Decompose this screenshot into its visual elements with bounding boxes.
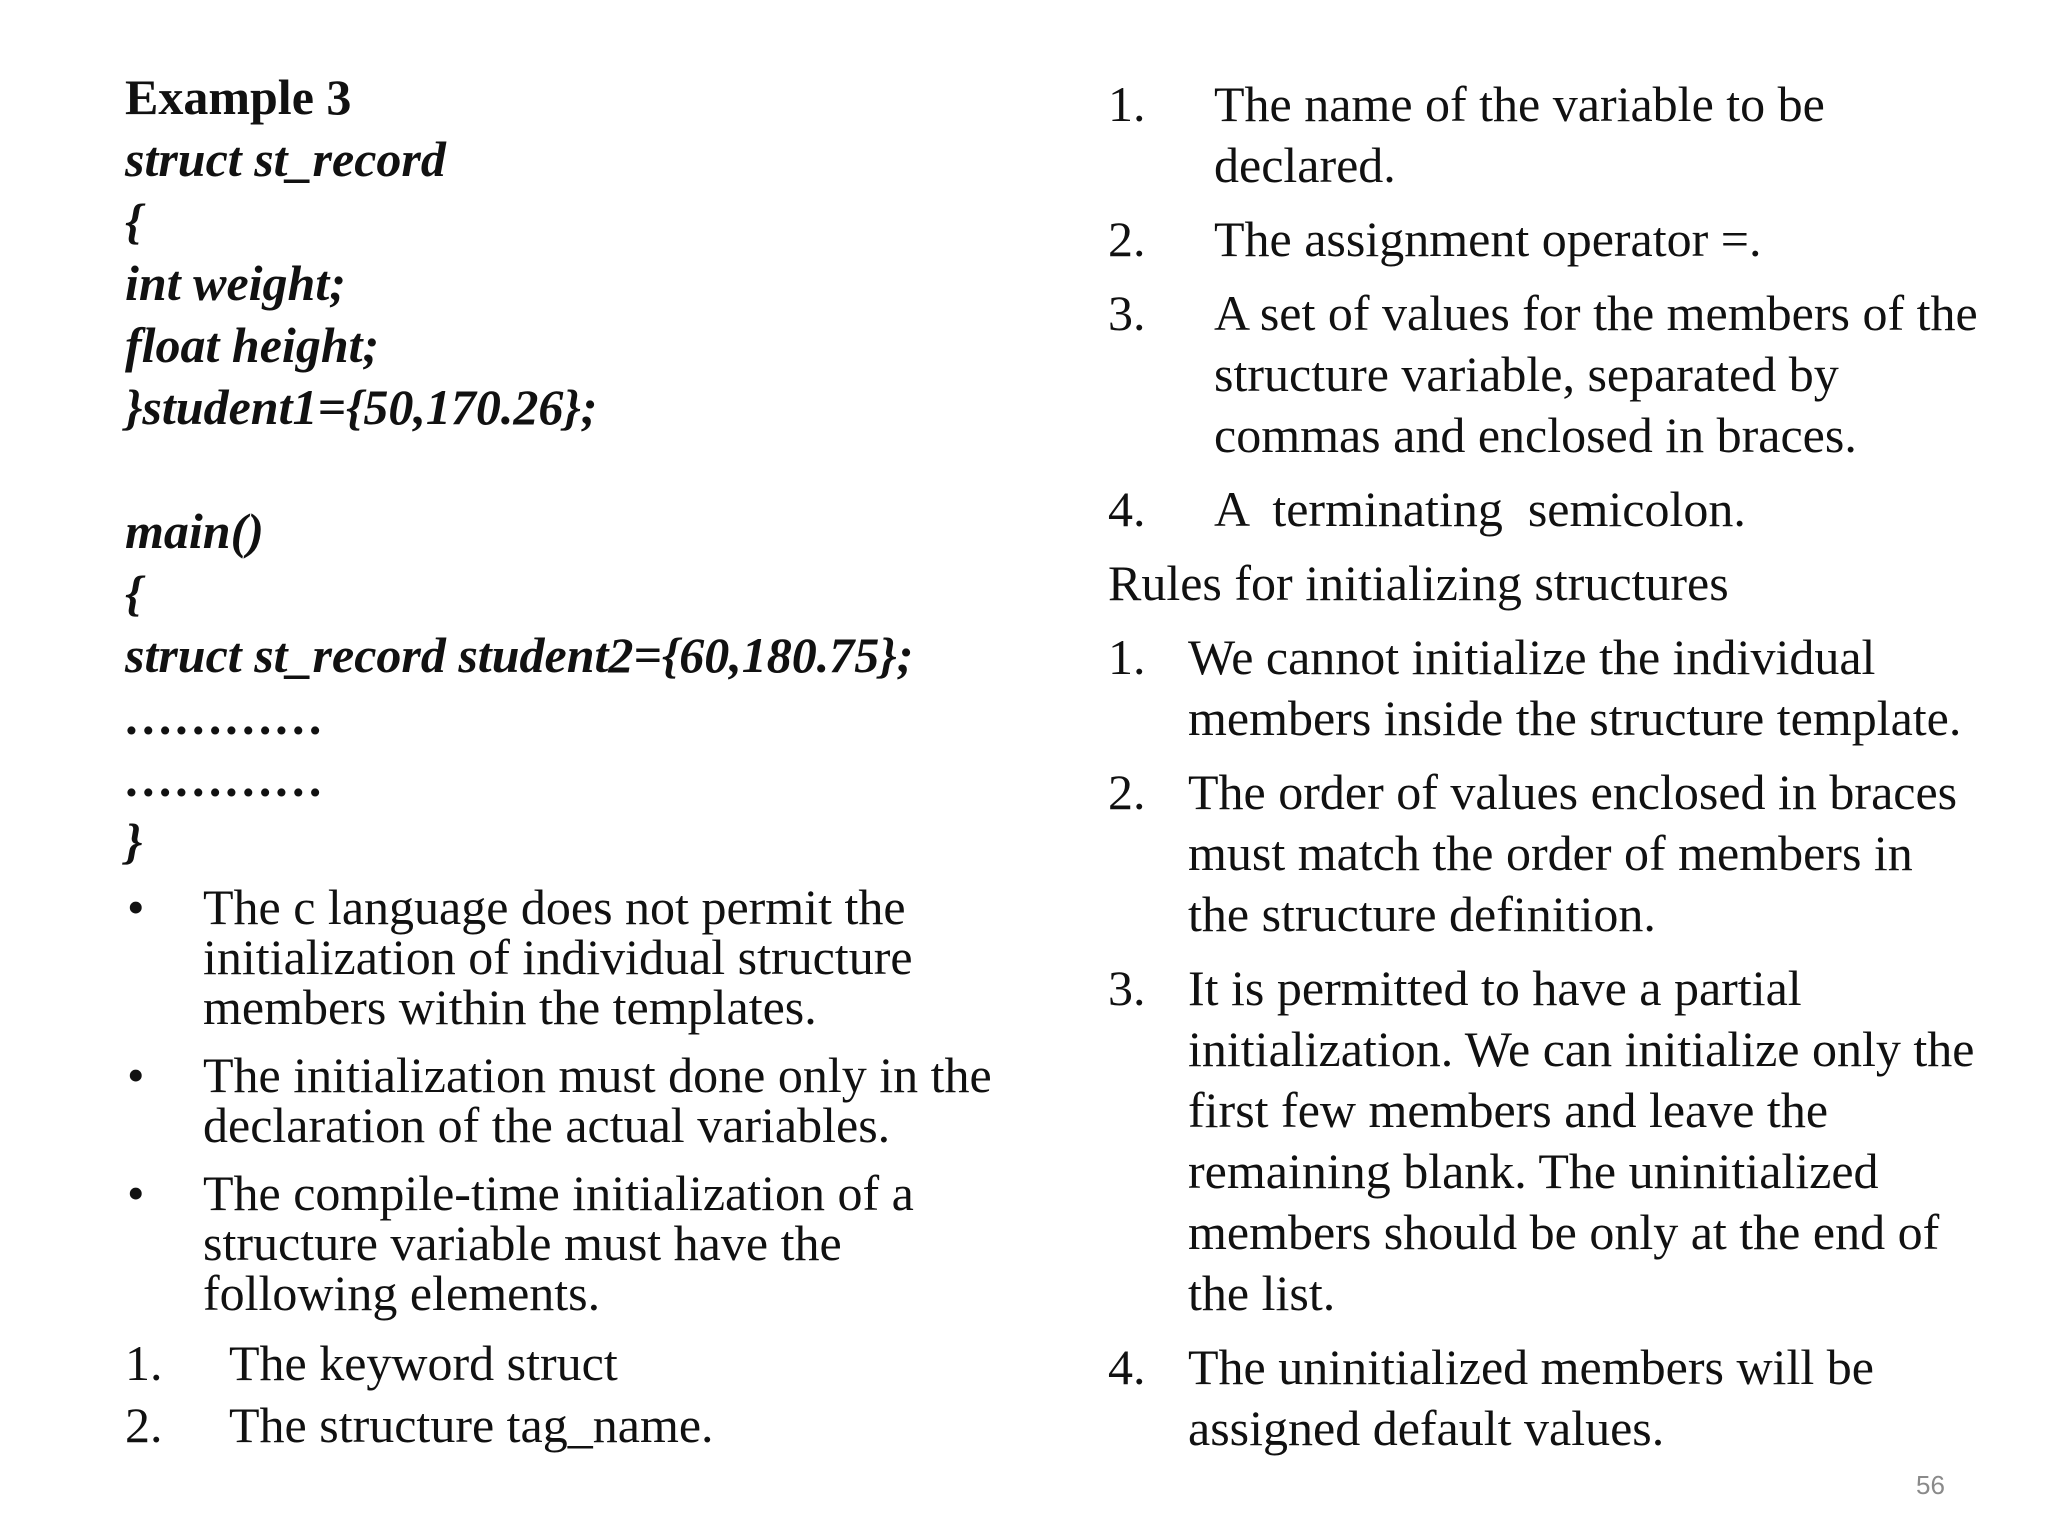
- rule-text: The uninitialized members will be assigned default values.: [1188, 1339, 1874, 1456]
- list-item: [1108, 479, 1978, 540]
- list-item: [1108, 283, 1978, 466]
- rules-heading: Rules for initializing structures: [1108, 555, 1729, 611]
- list-item: [1108, 74, 1978, 196]
- elements-list-left: [125, 1332, 1025, 1456]
- list-text: A set of values for the members of the structure variable, separated by commas and enclosed in braces.: [1214, 285, 1978, 463]
- list-item: [1108, 209, 1978, 270]
- list-number: 2.: [1108, 211, 1146, 267]
- rule-item: [1108, 958, 1978, 1324]
- rule-text: We cannot initialize the individual members inside the structure template.: [1188, 629, 1962, 746]
- list-number: 3.: [1108, 960, 1146, 1016]
- code-line: int weight;: [125, 255, 346, 311]
- list-text: The assignment operator =.: [1214, 211, 1762, 267]
- bullet-text: The c language does not permit the initialization of individual structure members within the templates.: [203, 879, 913, 1035]
- bullet-item: [125, 1165, 1025, 1321]
- code-blank-line: [125, 438, 1025, 500]
- list-number: 4.: [1108, 1339, 1146, 1395]
- rule-item: [1108, 627, 1978, 749]
- list-item: [125, 1332, 1025, 1394]
- bullet-list: [125, 879, 1025, 1321]
- list-number: 3.: [1108, 285, 1146, 341]
- rule-item: [1108, 762, 1978, 945]
- code-line: struct st_record: [125, 131, 446, 187]
- bullet-marker: •: [127, 879, 145, 935]
- code-line: }: [125, 813, 143, 869]
- code-line: float height;: [125, 317, 380, 373]
- code-line: …………: [125, 751, 325, 807]
- bullet-text: The compile-time initialization of a structure variable must have the following elements.: [203, 1165, 914, 1321]
- rule-item: [1108, 1337, 1978, 1459]
- bullet-item: [125, 1047, 1025, 1153]
- list-number: 2.: [1108, 764, 1146, 820]
- left-column: [125, 66, 1025, 1456]
- list-text: The keyword struct: [229, 1335, 618, 1391]
- example-title: Example 3: [125, 69, 352, 125]
- list-number: 4.: [1108, 481, 1146, 537]
- bullet-marker: •: [127, 1047, 145, 1103]
- code-line: }student1={50,170.26};: [125, 379, 598, 435]
- list-number: 2.: [125, 1397, 163, 1453]
- bullet-item: [125, 879, 1025, 1035]
- list-number: 1.: [125, 1335, 163, 1391]
- list-text: A terminating semicolon.: [1214, 481, 1746, 537]
- list-number: 1.: [1108, 629, 1146, 685]
- code-line: …………: [125, 689, 325, 745]
- rule-text: The order of values enclosed in braces must match the order of members in the structure definition.: [1188, 764, 1958, 942]
- list-number: 1.: [1108, 76, 1146, 132]
- bullet-text: The initialization must done only in the declaration of the actual variables.: [203, 1047, 992, 1153]
- code-line: {: [125, 193, 143, 249]
- code-line: {: [125, 565, 143, 621]
- list-text: The name of the variable to be declared.: [1214, 76, 1825, 193]
- code-line: main(): [125, 503, 264, 559]
- page-number: 56: [1916, 1470, 1945, 1500]
- list-text: The structure tag_name.: [229, 1397, 714, 1453]
- rule-text: It is permitted to have a partial initialization. We can initialize only the first few members and leave the remaining blank. The uninitialized members should be only at the end of the list.: [1188, 960, 1975, 1321]
- right-column: [1108, 74, 1978, 1472]
- bullet-marker: •: [127, 1165, 145, 1221]
- list-item: [125, 1394, 1025, 1456]
- code-example: [125, 66, 1025, 872]
- code-line: struct st_record student2={60,180.75};: [125, 627, 914, 683]
